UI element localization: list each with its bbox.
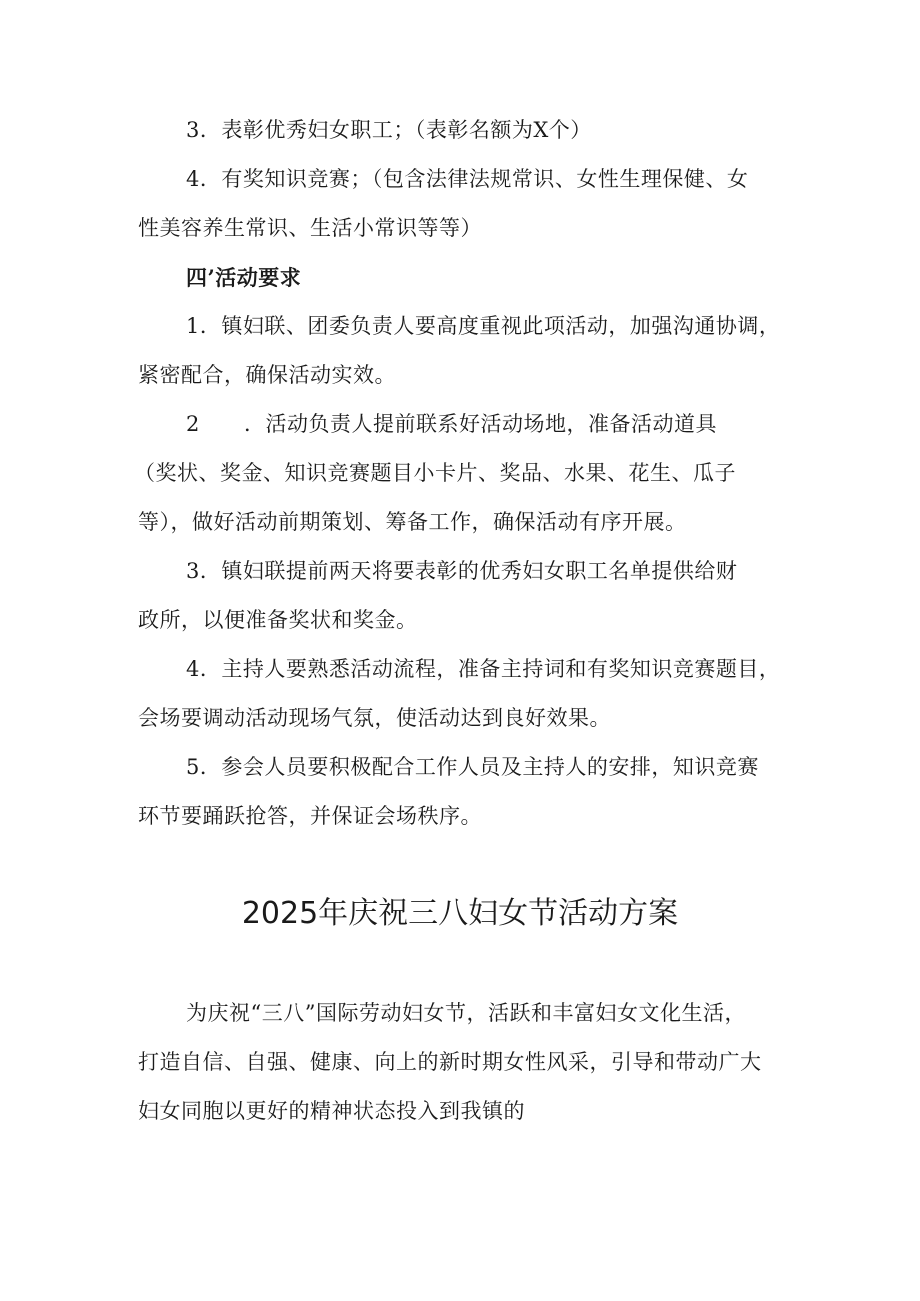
requirement-3-line-1: 3．镇妇联提前两天将要表彰的优秀妇女职工名单提供给财: [186, 559, 738, 583]
requirement-4-line-2: 会场要调动活动现场气氛，使活动达到良好效果。: [138, 706, 611, 730]
requirement-2-line-2: （奖状、奖金、知识竞赛题目小卡片、奖品、水果、花生、瓜子: [134, 461, 736, 485]
requirement-5-line-1: 5．参会人员要积极配合工作人员及主持人的安排，知识竞赛: [186, 755, 759, 779]
requirement-4-line-1: 4．主持人要熟悉活动流程，准备主持词和有奖知识竞赛题目，: [186, 657, 781, 681]
intro-line-2: 打造自信、自强、健康、向上的新时期女性风采，引导和带动广大: [138, 1050, 762, 1074]
list-item-4-line-1: 4．有奖知识竞赛；（包含法律法规常识、女性生理保健、女: [186, 167, 749, 191]
requirement-2-line-1: ．活动负责人提前联系好活动场地，准备活动道具: [244, 412, 717, 436]
requirement-1-line-2: 紧密配合，确保活动实效。: [138, 363, 396, 387]
list-item-4-line-2: 性美容养生常识、生活小常识等等）: [138, 216, 482, 240]
intro-line-1: 为庆祝“三八”国际劳动妇女节，活跃和丰富妇女文化生活，: [186, 1001, 746, 1025]
list-item-3: 3．表彰优秀妇女职工；（表彰名额为X个）: [186, 118, 592, 142]
requirement-2-line-3: 等），做好活动前期策划、筹备工作，确保活动有序开展。: [138, 510, 687, 534]
section-heading: 四’活动要求: [186, 265, 302, 290]
requirement-3-line-2: 政所，以便准备奖状和奖金。: [138, 608, 418, 632]
intro-line-3: 妇女同胞以更好的精神状态投入到我镇的: [138, 1099, 525, 1123]
requirement-2-number: 2: [186, 412, 200, 436]
document-title: 2025年庆祝三八妇女节活动方案: [241, 896, 679, 931]
requirement-5-line-2: 环节要踊跃抢答，并保证会场秩序。: [138, 804, 482, 828]
requirement-1-line-1: 1．镇妇联、团委负责人要高度重视此项活动，加强沟通协调，: [186, 314, 781, 338]
